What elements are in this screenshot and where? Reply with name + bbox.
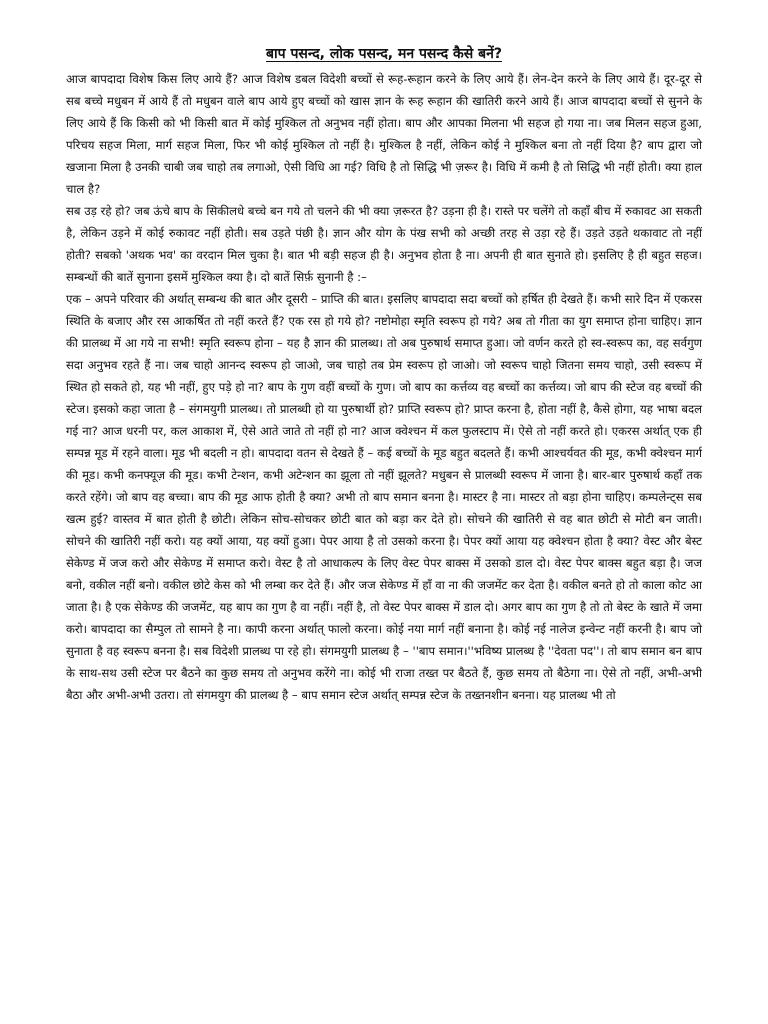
paragraph-1: आज बापदादा विशेष किस लिए आये हैं? आज विशेष डबल विदेशी बच्चों से रूह-रूहान करने के लिए आये हैं। लेन-देन करने के लिए आये हैं। दूर-दूर से सब बच्चे मधुबन में आये हैं तो मधुबन वाले बाप आये हुए बच्चों को खास ज्ञान के रूह रूहान की खातिरी करने आये हैं। आज बापदादा बच्चों से सुनने के लिए आये हैं कि किसी को भी किसी बात में कोई मुश्किल तो अनुभव नहीं होता। बाप और आपका मिलना भी सहज हो गया ना। जब मिलन सहज हुआ, परिचय सहज मिला, मार्ग सहज मिला, फिर भी कोई मुश्किल तो नहीं है। मुश्किल है नहीं, लेकिन कोई ने मुश्किल बना तो नहीं दिया है? बाप द्वारा जो खजाना मिला है उनकी चाबी जब चाहो तब लगाओ, ऐसी विधि आ गई? विधि है तो सिद्धि भी ज़रूर है। विधि में कमी है तो सिद्धि भी नहीं होती। क्या हाल चाल है? [66,72,702,196]
paragraph-2: सब उड़ रहे हो? जब ऊंचे बाप के सिकीलधे बच्चे बन गये तो चलने की भी क्या ज़रूरत है? उड़ना ही है। रास्ते पर चलेंगे तो कहाँ बीच में रुकावट आ सकती है, लेकिन उड़ने में कोई रुकावट नहीं होती। सब उड़ते पंछी है। ज्ञान और योग के पंख सभी को अच्छी तरह से उड़ा रहे हैं। उड़ते उड़ते थकावाट तो नहीं होती? सबको 'अथक भव' का वरदान मिल चुका है। बात भी बड़ी सहज ही है। अनुभव होता है ना। अपनी ही बात सुनाते हो। इसलिए है ही बहुत सहज। सम्बन्धों की बातें सुनाना इसमें मुश्किल क्या है। दो बातें सिर्फ़ सुनानी है :– [66,204,702,284]
document-title: बाप पसन्द, लोक पसन्द, मन पसन्द कैसे बनें? [266,46,502,62]
paragraph-3: एक – अपने परिवार की अर्थात् सम्बन्ध की बात और दूसरी – प्राप्ति की बात। इसलिए बापदादा सदा बच्चों को हर्षित ही देखते हैं। कभी सारे दिन में एकरस स्थिति के बजाए और रस आकर्षित तो नहीं करते हैं? एक रस हो गये हो? नष्टोमोहा स्मृति स्वरूप हो गये? अब तो गीता का युग समाप्त होना चाहिए। ज्ञान की प्रालब्ध में आ गये ना सभी! स्मृति स्वरूप होना – यह है ज्ञान की प्रालब्ध। तो अब पुरुषार्थ समाप्त हुआ। जो वर्णन करते हो स्व-स्वरूप का, वह सर्वगुण सदा अनुभव रहते हैं ना। जब चाहो आनन्द स्वरूप हो जाओ, जब चाहो तब प्रेम स्वरूप हो जाओ। जो स्वरूप चाहो जितना समय चाहो, उसी स्वरूप में स्थित हो सकते हो, यह भी नहीं, हुए पड़े हो ना? बाप के गुण वहीं बच्चों के गुण। जो बाप का कर्त्तव्य वह बच्चों का कर्त्तव्य। जो बाप की स्टेज वह बच्चों की स्टेज। इसको कहा जाता है – संगमयुगी प्रालब्ध। तो प्रालब्धी हो या पुरुषार्थी हो? प्राप्ति स्वरूप हो? प्राप्त करना है, होता नहीं है, कैसे होगा, यह भाषा बदल गई ना? आज धरनी पर, कल आकाश में, ऐसे आते जाते तो नहीं हो ना? आज क्वेश्चन में कल फुलस्टाप में। ऐसे तो नहीं करते हो। एकरस अर्थात् एक ही सम्पन्न मूड में रहने वाला। मूड भी बदली न हो। बापदादा वतन से देखते हैं – कई बच्चों के मूड बहुत बदलते हैं। कभी आश्चर्यवत की मूड, कभी क्वेश्चन मार्ग की मूड। कभी कनफ्यूज़ की मूड। कभी टेन्शन, कभी अटेन्शन का झूला तो नहीं झूलते? मधुबन से प्रालब्धी स्वरूप में जाना है। बार-बार पुरुषार्थ कहाँ तक करते रहेंगे। जो बाप वह बच्चा। बाप की मूड आफ होती है क्या? अभी तो बाप समान बनना है। मास्टर है ना। मास्टर तो बड़ा होना चाहिए। कम्पलेन्ट्स सब खत्म हुई? वास्तव में बात होती है छोटी। लेकिन सोच-सोचकर छोटी बात को बड़ा कर देते हो। सोचने की खातिरी से वह बात छोटी से मोटी बन जाती। सोचने की खातिरी नहीं करो। यह क्यों आया, यह क्यों हुआ। पेपर आया है तो उसको करना है। पेपर क्यों आया यह क्वेश्चन होता है क्या? वेस्ट और बेस्ट सेकेण्ड में जज करो और सेकेण्ड में समाप्त करो। वेस्ट है तो आधाकल्प के लिए वेस्ट पेपर बाक्स में उसको डाल दो। वेस्ट पेपर बाक्स बहुत बड़ा है। जज बनो, वकील नहीं बनो। वकील छोटे केस को भी लम्बा कर देते हैं। और जज सेकेण्ड में हाँ वा ना की जजमेंट कर देता है। वकील बनते हो तो काला कोट आ जाता है। है एक सेकेण्ड की जजमेंट, यह बाप का गुण है वा नहीं। नहीं है, तो वेस्ट पेपर बाक्स में डाल दो। अगर बाप का गुण है तो तो बेस्ट के खाते में जमा करो। बापदादा का सैम्पुल तो सामने है ना। कापी करना अर्थात् फालो करना। कोई नया मार्ग नहीं बनाना है। कोई नई नालेज इन्वेन्ट नहीं करनी है। बाप जो सुनाता है वह स्वरूप बनना है। सब विदेशी प्रालब्ध पा रहे हो। संगमयुगी प्रालब्ध है – ''बाप समान।''भविष्य प्रालब्ध है ''देवता पद''। तो बाप समान बन बाप के साथ-सथ उसी स्टेज पर बैठने का कुछ समय तो अनुभव करेंगे ना। कोई भी राजा तख्त पर बैठते हैं, कुछ समय तो बैठेगा ना। ऐसे तो नहीं, अभी-अभी बैठा और अभी-अभी उतरा। तो संगमयुग की प्रालब्ध है – बाप समान स्टेज अर्थात् सम्पन्न स्टेज के तख्तनशीन बनना। यह प्रालब्ध भी तो [66,292,703,702]
